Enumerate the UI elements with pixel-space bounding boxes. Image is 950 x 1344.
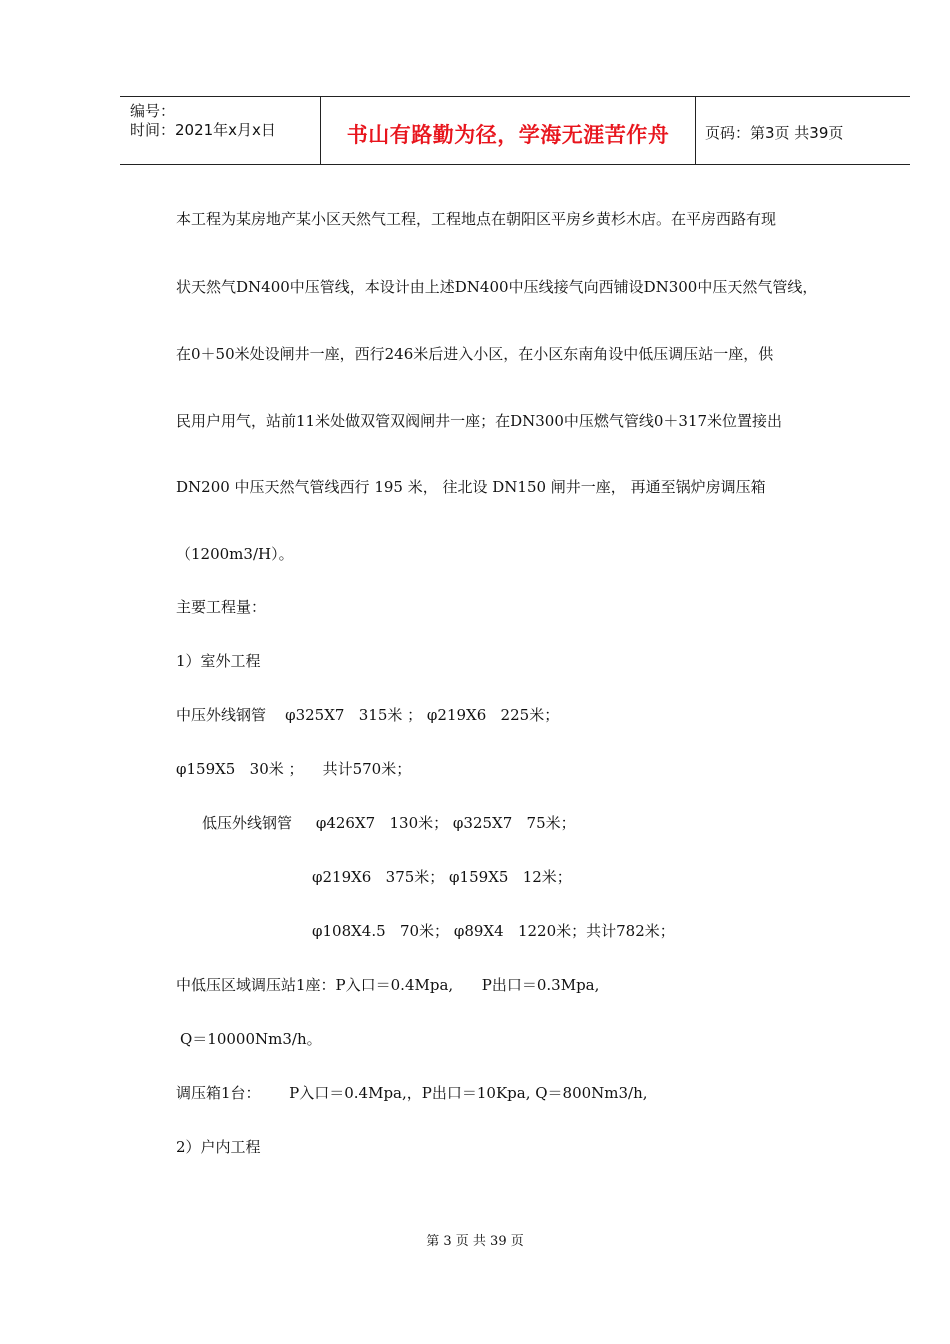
quantity-line: 中压外线钢管 φ325X7 315米 ； φ219X6 225米；: [176, 706, 560, 724]
paragraph-line: DN200 中压天然气管线西行 195 米， 往北设 DN150 闸井一座， 再通至锅炉房调压箱: [176, 478, 766, 496]
quantity-line: Q＝10000Nm3/h。: [180, 1030, 322, 1048]
header-page-number: 页码：第3页 共39页: [705, 124, 844, 142]
paragraph-line: 本工程为某房地产某小区天然气工程，工程地点在朝阳区平房乡黄杉木店。在平房西路有现: [176, 210, 777, 228]
header-meta-cell: [120, 97, 320, 164]
quantity-line: 调压箱1台： P入口＝0.4Mpa,，P出口＝10Kpa, Q＝800Nm3/h,: [176, 1084, 648, 1102]
page-header: [120, 96, 910, 165]
paragraph-line: 状天然气DN400中压管线，本设计由上述DN400中压线接气向西铺设DN300中压天然气管线，: [176, 278, 818, 296]
paragraph-line: 在0＋50米处设闸井一座，西行246米后进入小区，在小区东南角设中低压调压站一座，供: [176, 345, 774, 363]
section-heading: 主要工程量：: [176, 598, 267, 616]
subsection-heading: 1）室外工程: [176, 652, 261, 670]
quantity-line: φ219X6 375米； φ159X5 12米；: [312, 868, 572, 886]
header-page-cell: [695, 97, 910, 164]
header-motto-cell: [320, 97, 696, 164]
paragraph-line: 民用户用气，站前11米处做双管双阀闸井一座；在DN300中压燃气管线0＋317米位置接出: [176, 412, 783, 430]
page-footer: 第 3 页 共 39 页: [426, 1234, 524, 1249]
quantity-line: φ159X5 30米 ； 共计570米；: [176, 760, 412, 778]
doc-code-label: 编号：: [130, 102, 176, 120]
subsection-heading: 2）户内工程: [176, 1138, 261, 1156]
paragraph-line: （1200m3/H）。: [176, 545, 294, 563]
quantity-line: φ108X4.5 70米； φ89X4 1220米；共计782米；: [312, 922, 675, 940]
quantity-line: 中低压区域调压站1座：P入口＝0.4Mpa, P出口＝0.3Mpa,: [176, 976, 600, 994]
quantity-line: 低压外线钢管 φ426X7 130米； φ325X7 75米；: [202, 814, 576, 832]
doc-time-label: 时间：2021年x月x日: [130, 121, 276, 139]
header-motto: 书山有路勤为径，学海无涯苦作舟: [346, 123, 670, 147]
